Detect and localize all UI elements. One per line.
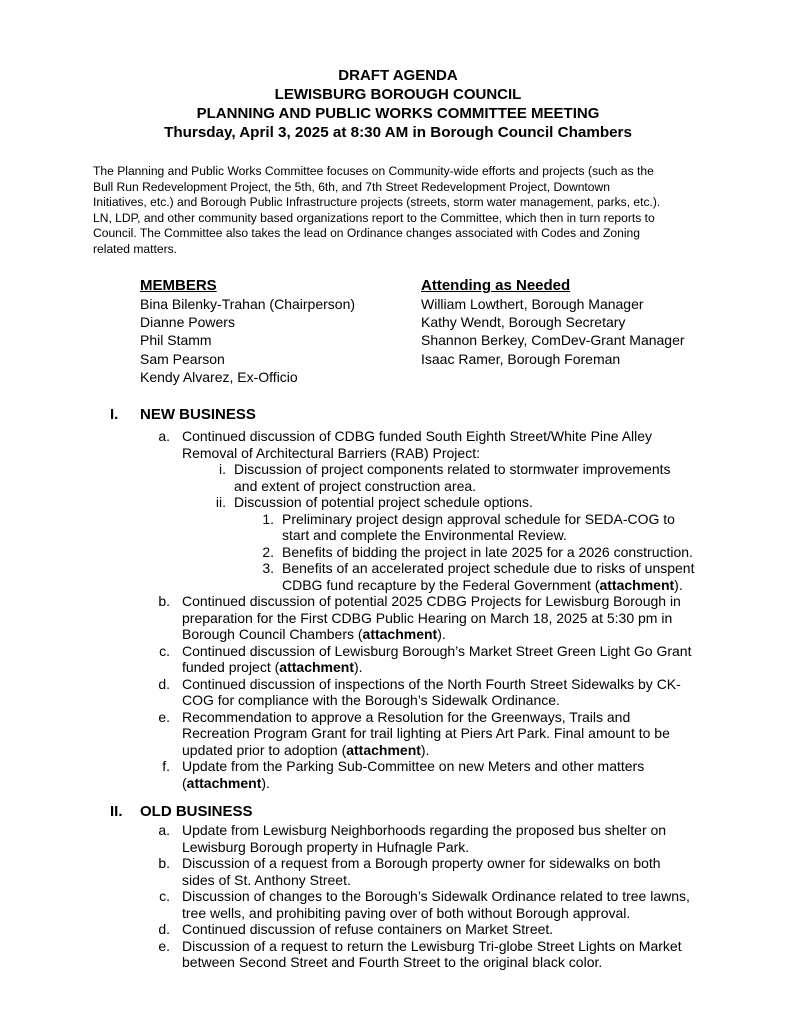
header-line-3: PLANNING AND PUBLIC WORKS COMMITTEE MEETING bbox=[196, 105, 600, 122]
item-text: Continued discussion of potential 2025 CDBG Projects for Lewisburg Borough in bbox=[182, 593, 681, 609]
section-title: NEW BUSINESS bbox=[140, 406, 256, 423]
item-marker: 1. bbox=[262, 510, 274, 527]
item-text: Continued discussion of refuse containers on Market Street. bbox=[182, 921, 554, 937]
item-text: Lewisburg Borough property in Hufnagle Park. bbox=[182, 838, 470, 855]
sub-item bbox=[215, 494, 742, 511]
text-run: updated prior to adoption ( bbox=[182, 741, 347, 758]
item-text: Update from the Parking Sub-Committee on new Meters and other matters bbox=[182, 758, 645, 774]
section-number: II. bbox=[110, 803, 123, 820]
text-run: ( bbox=[182, 774, 187, 791]
item-text: Benefits of bidding the project in late 2025 for a 2026 construction. bbox=[282, 543, 693, 560]
item-marker: i. bbox=[219, 461, 226, 477]
item-text: and extent of project construction area. bbox=[234, 477, 477, 494]
attachment-label: attachment bbox=[279, 659, 354, 675]
numbered-item bbox=[262, 543, 742, 561]
agenda-item bbox=[158, 855, 742, 888]
members-heading: MEMBERS bbox=[140, 277, 217, 294]
attendee-name: Kathy Wendt, Borough Secretary bbox=[421, 314, 626, 331]
agenda-item bbox=[158, 937, 742, 971]
old-business-heading bbox=[110, 803, 253, 821]
agenda-item bbox=[159, 642, 742, 676]
item-marker: 2. bbox=[262, 543, 274, 560]
item-marker: e. bbox=[158, 708, 170, 725]
item-text: Continued discussion of Lewisburg Borough’s Market Street Green Light Go Grant bbox=[182, 642, 692, 659]
intro-line: The Planning and Public Works Committee focuses on Community-wide efforts and projects (such as the bbox=[93, 164, 654, 178]
item-text bbox=[182, 775, 742, 792]
item-text: Discussion of changes to the Borough’s Sidewalk Ordinance related to tree lawns, bbox=[182, 888, 690, 904]
item-marker: e. bbox=[158, 937, 170, 954]
item-marker: d. bbox=[158, 675, 170, 692]
text-run: funded project ( bbox=[182, 659, 280, 675]
section-number: I. bbox=[110, 406, 119, 423]
attendee-name: William Lowthert, Borough Manager bbox=[421, 296, 644, 312]
text-run: ). bbox=[437, 626, 446, 642]
text-run: ). bbox=[261, 774, 270, 791]
item-text: Recommendation to approve a Resolution for the Greenways, Trails and bbox=[182, 708, 631, 725]
item-marker: 3. bbox=[262, 560, 274, 576]
sub-item bbox=[219, 461, 742, 494]
item-text bbox=[182, 659, 742, 676]
member-name: Bina Bilenky-Trahan (Chairperson) bbox=[140, 296, 356, 312]
attachment-label: attachment bbox=[186, 774, 262, 791]
item-marker: b. bbox=[158, 593, 170, 609]
intro-line: Council. The Committee also takes the lead on Ordinance changes associated with Codes and Zoning bbox=[93, 226, 640, 241]
section-title: OLD BUSINESS bbox=[140, 803, 253, 820]
item-marker: d. bbox=[158, 921, 170, 937]
old-business-items bbox=[158, 822, 742, 971]
attendee-name: Shannon Berkey, ComDev-Grant Manager bbox=[421, 332, 685, 349]
text-run: ). bbox=[674, 576, 683, 593]
item-text: Removal of Architectural Barriers (RAB) Project: bbox=[182, 444, 480, 461]
item-marker: a. bbox=[158, 428, 170, 444]
text-run: CDBG fund recapture by the Federal Government ( bbox=[282, 576, 600, 593]
member-name: Sam Pearson bbox=[140, 350, 225, 367]
intro-line: LN, LDP, and other community based organizations report to the Committee, which then in turn reports to bbox=[93, 210, 655, 225]
item-text: Update from Lewisburg Neighborhoods regarding the proposed bus shelter on bbox=[182, 822, 667, 838]
item-text: Discussion of project components related to stormwater improvements bbox=[234, 461, 671, 477]
intro-line: Bull Run Redevelopment Project, the 5th, 6th, and 7th Street Redevelopment Project, Downtown bbox=[93, 179, 610, 194]
members-column bbox=[140, 276, 355, 386]
text-run: ). bbox=[353, 659, 363, 675]
agenda-item bbox=[158, 593, 742, 643]
attending-column bbox=[421, 276, 685, 368]
item-marker: f. bbox=[162, 758, 170, 774]
agenda-item bbox=[158, 675, 742, 709]
item-marker: c. bbox=[159, 642, 170, 659]
attending-heading: Attending as Needed bbox=[421, 277, 571, 294]
item-text bbox=[282, 577, 742, 594]
header-line-2: LEWISBURG BOROUGH COUNCIL bbox=[274, 86, 522, 103]
item-marker: ii. bbox=[215, 494, 226, 510]
header-line-4: Thursday, April 3, 2025 at 8:30 AM in Borough Council Chambers bbox=[164, 124, 632, 141]
new-business-items bbox=[158, 428, 742, 791]
attachment-label: attachment bbox=[346, 741, 421, 758]
attachment-label: attachment bbox=[599, 576, 675, 593]
item-text: Discussion of a request to return the Lewisburg Tri-globe Street Lights on Market bbox=[182, 937, 682, 954]
agenda-item bbox=[158, 921, 742, 938]
item-text: tree wells, and prohibiting paving over of both without Borough approval. bbox=[182, 904, 631, 921]
item-text: COG for compliance with the Borough’s Sidewalk Ordinance. bbox=[182, 692, 560, 708]
item-text: between Second Street and Fourth Street to the original black color. bbox=[182, 954, 603, 970]
item-marker: b. bbox=[158, 855, 170, 871]
item-text bbox=[182, 742, 742, 759]
member-name: Phil Stamm bbox=[140, 332, 212, 349]
item-text: Recreation Program Grant for trail lighting at Piers Art Park. Final amount to be bbox=[182, 725, 670, 741]
text-run: Borough Council Chambers ( bbox=[182, 626, 363, 642]
intro-line: related matters. bbox=[93, 241, 178, 256]
agenda-item bbox=[159, 888, 742, 921]
item-text: Preliminary project design approval schedule for SEDA-COG to bbox=[282, 510, 675, 527]
item-text: preparation for the First CDBG Public Hearing on March 18, 2025 at 5:30 pm in bbox=[182, 609, 673, 626]
item-marker: c. bbox=[159, 888, 170, 904]
header-line-1: DRAFT AGENDA bbox=[338, 67, 458, 84]
intro-paragraph bbox=[93, 164, 713, 258]
member-name: Kendy Alvarez, Ex-Officio bbox=[140, 368, 298, 385]
attachment-label: attachment bbox=[362, 626, 438, 642]
item-text bbox=[182, 626, 742, 643]
agenda-item bbox=[158, 428, 742, 461]
item-text: Discussion of a request from a Borough property owner for sidewalks on both bbox=[182, 855, 661, 871]
numbered-item bbox=[262, 510, 742, 544]
item-text: Benefits of an accelerated project schedule due to risks of unspent bbox=[282, 560, 695, 576]
intro-line: Initiatives, etc.) and Borough Public Infrastructure projects (streets, storm water management, parks, etc.). bbox=[93, 195, 661, 210]
item-text: Continued discussion of CDBG funded South Eighth Street/White Pine Alley bbox=[182, 428, 653, 444]
agenda-item bbox=[158, 822, 742, 855]
item-text: start and complete the Environmental Review. bbox=[282, 527, 567, 543]
new-business-heading bbox=[110, 406, 256, 424]
item-text: sides of St. Anthony Street. bbox=[182, 871, 351, 888]
item-marker: a. bbox=[158, 822, 170, 838]
attendee-name: Isaac Ramer, Borough Foreman bbox=[421, 350, 621, 367]
text-run: ). bbox=[420, 741, 430, 758]
item-text: Discussion of potential project schedule options. bbox=[234, 494, 533, 510]
agenda-item bbox=[162, 758, 742, 791]
numbered-item bbox=[262, 560, 742, 593]
item-text: Continued discussion of inspections of the North Fourth Street Sidewalks by CK- bbox=[182, 675, 681, 692]
agenda-item bbox=[158, 708, 742, 759]
agenda-header bbox=[0, 66, 796, 142]
member-name: Dianne Powers bbox=[140, 314, 235, 331]
